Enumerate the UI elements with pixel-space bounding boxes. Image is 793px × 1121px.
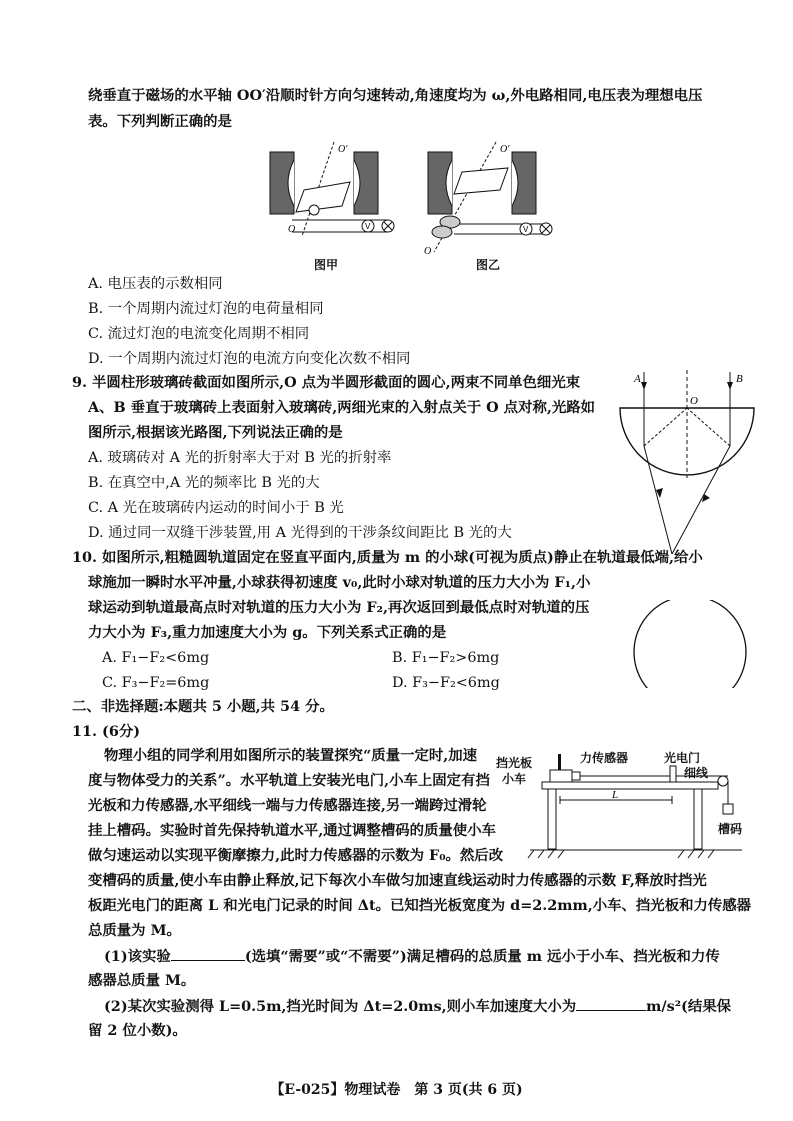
q9-option-d: D. 通过同一双缝干涉装置,用 A 光得到的干涉条纹间距比 B 光的大 [88, 525, 512, 541]
q11-sub1-text-a: (1)该实验 [104, 948, 171, 965]
q11-sub1-blank[interactable] [171, 946, 245, 961]
q11-sub1-line2: 感器总质量 M。 [88, 972, 196, 989]
beam-a-label: A [634, 373, 641, 385]
q11-stem-line5: 做匀速运动以实现平衡摩擦力,此时力传感器的示数为 F₀。然后改 [88, 847, 504, 864]
q9-option-b: B. 在真空中,A 光的频率比 B 光的大 [88, 475, 320, 491]
q8-stem-line1: 绕垂直于磁场的水平轴 OO′沿顺时针方向匀速转动,角速度均为 ω,外电路相同,电压表为理想电压 [88, 87, 703, 104]
q9-option-a: A. 玻璃砖对 A 光的折射率大于对 B 光的折射率 [88, 450, 392, 466]
figure-a-caption: 图甲 [314, 258, 339, 272]
label-string: 细线 [684, 766, 709, 780]
q8-option-a: A. 电压表的示数相同 [88, 276, 223, 292]
q10-option-a: A. F₁−F₂<6mg [102, 650, 210, 666]
q10-option-d: D. F₃−F₂<6mg [392, 675, 500, 691]
q11-sub2-line2: 留 2 位小数)。 [88, 1022, 187, 1039]
q10-option-c: C. F₃−F₂=6mg [102, 675, 210, 691]
q10-stem-line2: 球施加一瞬时水平冲量,小球获得初速度 v₀,此时小球对轨道的压力大小为 F₁,小 [88, 574, 591, 591]
experiment-apparatus-figure [520, 742, 745, 860]
q11-stem-line6: 变槽码的质量,使小车由静止释放,记下每次小车做匀加速直线运动时力传感器的示数 F,释放时挡光 [88, 872, 707, 889]
q11-sub1-line1 [104, 946, 720, 967]
axis-label-o: O [288, 224, 296, 235]
q8-option-d: D. 一个周期内流过灯泡的电流方向变化次数不相同 [88, 351, 411, 367]
generator-figure-a [262, 140, 412, 250]
label-photogate: 光电门 [664, 751, 701, 765]
q8-option-c: C. 流过灯泡的电流变化周期不相同 [88, 326, 310, 342]
label-shade-plate: 挡光板 [496, 756, 533, 770]
axis-label-o-prime-b: O′ [500, 144, 510, 155]
page-footer: 【E-025】物理试卷 第 3 页(共 6 页) [270, 1082, 523, 1098]
q9-stem-line2: A、B 垂直于玻璃砖上表面射入玻璃砖,两细光束的入射点关于 O 点对称,光路如 [88, 399, 596, 416]
figure-b-caption: 图乙 [476, 258, 501, 272]
axis-label-o-prime: O′ [338, 144, 348, 155]
q9-stem-line1: 9. 半圆柱形玻璃砖截面如图所示,O 点为半圆形截面的圆心,两束不同单色细光束 [72, 374, 581, 391]
circular-track-figure [630, 600, 754, 688]
q11-stem-line4: 挂上槽码。实验时首先保持轨道水平,通过调整槽码的质量使小车 [88, 822, 496, 839]
q11-stem-line2: 度与物体受力的关系”。水平轨道上安装光电门,小车上固定有挡 [88, 772, 490, 789]
label-hook-weights: 槽码 [718, 822, 743, 836]
q11-sub2-text-b: m/s²(结果保 [646, 998, 732, 1015]
q8-stem-line2: 表。下列判断正确的是 [88, 113, 232, 130]
center-o-label: O [690, 395, 698, 407]
q11-stem-line8: 总质量为 M。 [88, 922, 181, 939]
generator-figure-b [420, 140, 570, 258]
voltmeter-label-b: V [523, 225, 529, 234]
semicircle-glass-figure [612, 368, 762, 556]
q11-stem-line1: 物理小组的同学利用如图所示的装置探究“质量一定时,加速 [104, 747, 478, 764]
axis-label-o-b: O [424, 246, 432, 257]
q9-stem-line3: 图所示,根据该光路图,下列说法正确的是 [88, 424, 343, 441]
q10-stem-line3: 球运动到轨道最高点时对轨道的压力大小为 F₂,再次返回到最低点时对轨道的压 [88, 599, 590, 616]
q10-stem-line1: 10. 如图所示,粗糙圆轨道固定在竖直平面内,质量为 m 的小球(可视为质点)静止在轨道最低端,给小 [72, 549, 703, 566]
voltmeter-label: V [365, 222, 371, 231]
q11-stem-line7: 板距光电门的距离 L 和光电门记录的时间 Δt。已知挡光板宽度为 d=2.2mm,小车、挡光板和力传感器 [88, 897, 752, 914]
length-label: L [612, 789, 619, 801]
q10-stem-line4: 力大小为 F₃,重力加速度大小为 g。下列关系式正确的是 [88, 624, 447, 641]
q10-option-b: B. F₁−F₂>6mg [392, 650, 500, 666]
section2-header: 二、非选择题:本题共 5 小题,共 54 分。 [72, 698, 334, 715]
label-cart: 小车 [502, 772, 527, 786]
q9-option-c: C. A 光在玻璃砖内运动的时间小于 B 光 [88, 500, 344, 516]
q11-number: 11. (6分) [72, 723, 141, 740]
beam-b-label: B [736, 373, 743, 385]
q11-sub1-text-b: (选填“需要”或“不需要”)满足槽码的总质量 m 远小于小车、挡光板和力传 [244, 948, 720, 965]
label-force-sensor: 力传感器 [580, 751, 629, 765]
q11-sub2-text-a: (2)某次实验测得 L=0.5m,挡光时间为 Δt=2.0ms,则小车加速度大小为 [104, 998, 577, 1015]
q11-sub2-line1 [104, 996, 731, 1017]
q11-sub2-blank[interactable] [576, 996, 646, 1011]
q11-stem-line3: 光板和力传感器,水平细线一端与力传感器连接,另一端跨过滑轮 [88, 797, 487, 814]
q8-option-b: B. 一个周期内流过灯泡的电荷量相同 [88, 301, 324, 317]
